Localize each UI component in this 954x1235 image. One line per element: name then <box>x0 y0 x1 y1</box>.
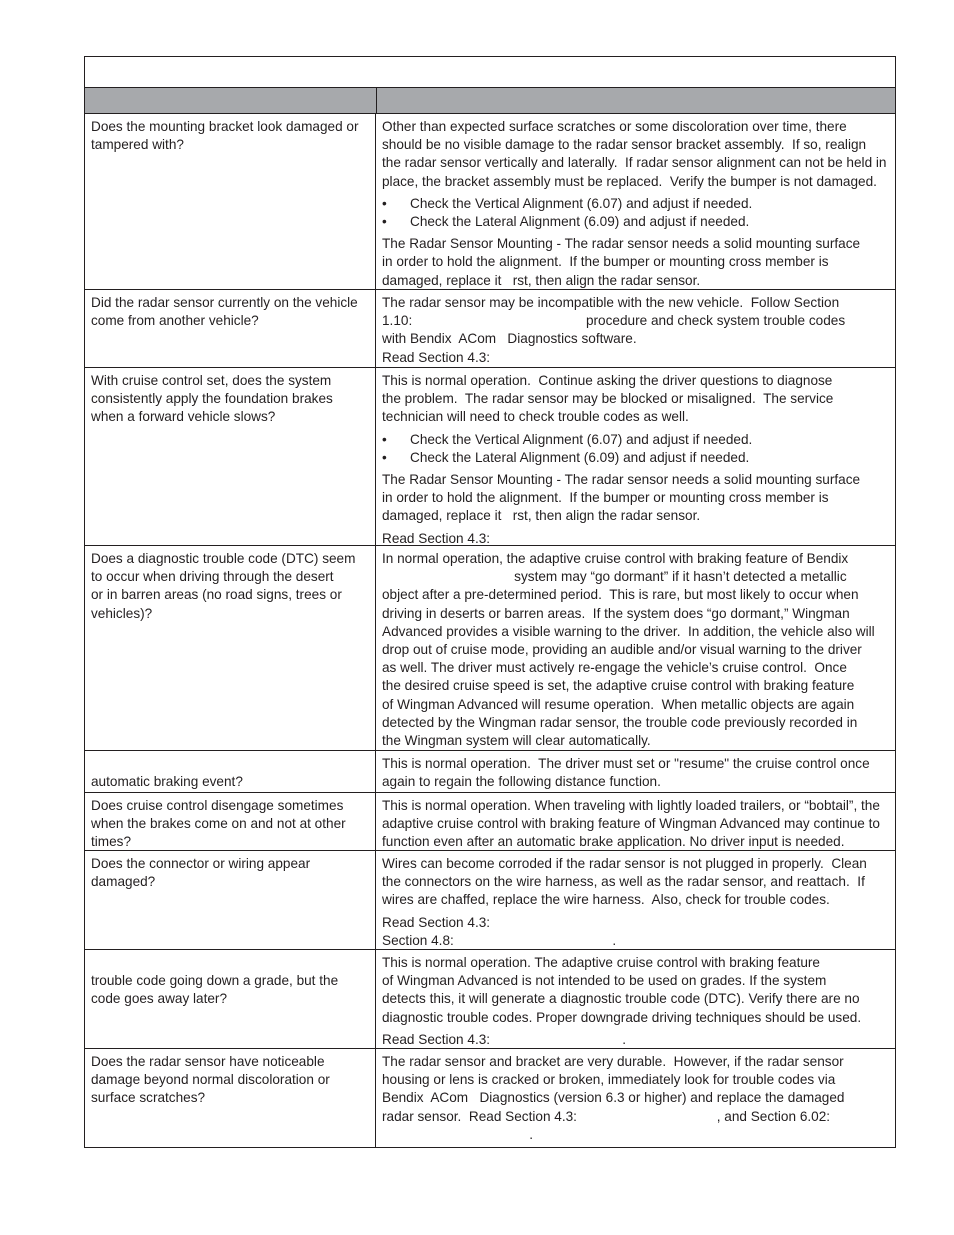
answer-text: This is normal operation. The adaptive cruise control with braking feature <box>382 955 820 970</box>
question-cell <box>85 368 376 545</box>
question-column-header <box>85 88 377 113</box>
answer-text: radar sensor. Read Section 4.3: , and Section 6.02: <box>382 1108 831 1124</box>
answer-text: Section 4.8: . <box>382 932 617 948</box>
answer-text: place, the bracket assembly must be replaced. Verify the bumper is not damaged. <box>382 173 877 189</box>
table-row <box>85 368 895 546</box>
answer-text: the connectors on the wire harness, as well as the radar sensor, and reattach. If <box>382 874 865 890</box>
bullet-item <box>382 195 890 213</box>
question-text: Did the radar sensor currently on the vehicle <box>91 295 358 310</box>
answer-text: diagnostic trouble codes. Proper downgrade driving techniques should be used. <box>382 1009 862 1025</box>
answer-text: in order to hold the alignment. If the bumper or mounting cross member is <box>382 254 829 270</box>
answer-cell <box>376 751 895 792</box>
bullet-icon: • <box>382 431 387 447</box>
answer-cell <box>376 950 895 1048</box>
answer-text: function even after an automatic brake application. No driver input is needed. <box>382 834 845 850</box>
bullet-text: Check the Lateral Alignment (6.09) and adjust if needed. <box>410 214 750 230</box>
bullet-item <box>382 431 890 449</box>
question-text: damage beyond normal discoloration or <box>91 1072 330 1088</box>
answer-text: Bendix ACom Diagnostics (version 6.3 or higher) and replace the damaged <box>382 1090 845 1106</box>
answer-text: Read Section 4.3: <box>382 349 491 365</box>
question-text: Does cruise control disengage sometimes <box>91 798 344 813</box>
bullet-icon: • <box>382 195 387 211</box>
answer-text: Read Section 4.3: . <box>382 1031 627 1047</box>
answer-text: again to regain the following distance function. <box>382 774 661 790</box>
table-row <box>85 851 895 950</box>
answer-text: drop out of cruise mode, providing an audible and/or visual warning to the driver <box>382 642 862 658</box>
answer-text: wires are chaffed, replace the wire harness. Also, check for trouble codes. <box>382 892 830 908</box>
answer-text: 1.10: procedure and check system trouble codes <box>382 313 846 329</box>
question-text: or in barren areas (no road signs, trees or <box>91 587 342 603</box>
question-text: times? <box>91 834 132 850</box>
answer-text: adaptive cruise control with braking feature of Wingman Advanced may continue to <box>382 816 880 832</box>
table-row <box>85 1049 895 1147</box>
table-row <box>85 546 895 751</box>
answer-text: . <box>382 1126 534 1142</box>
answer-text: as well. The driver must actively re-engage the vehicle’s cruise control. Once <box>382 660 847 676</box>
answer-text: system may “go dormant” if it hasn’t detected a metallic <box>382 569 847 585</box>
question-cell <box>85 851 376 949</box>
question-text: to occur when driving through the desert <box>91 569 334 585</box>
table-body <box>85 114 895 1147</box>
answer-text: damaged, replace it rst, then align the radar sensor. <box>382 508 701 524</box>
question-text: when the brakes come on and not at other <box>91 816 346 832</box>
answer-text: Other than expected surface scratches or some discoloration over time, there <box>382 119 847 134</box>
bullet-text: Check the Vertical Alignment (6.07) and adjust if needed. <box>410 195 753 211</box>
table-row <box>85 114 895 290</box>
question-text: damaged? <box>91 874 156 890</box>
question-cell <box>85 114 376 289</box>
bullet-icon: • <box>382 449 387 465</box>
bullet-item <box>382 213 890 231</box>
question-text: surface scratches? <box>91 1090 206 1106</box>
question-cell <box>85 950 376 1048</box>
answer-text: Wires can become corroded if the radar sensor is not plugged in properly. Clean <box>382 856 867 871</box>
answer-text: This is normal operation. Continue asking the driver questions to diagnose <box>382 373 833 388</box>
answer-text: detected by the Wingman radar sensor, the trouble code previously recorded in <box>382 714 858 730</box>
answer-text: the desired cruise speed is set, the adaptive cruise control with braking feature <box>382 678 855 694</box>
answer-text: of Wingman Advanced will resume operation. When metallic objects are again <box>382 696 855 712</box>
answer-text: This is normal operation. When traveling with lightly loaded trailers, or “bobtail”, the <box>382 798 880 813</box>
answer-text: with Bendix ACom Diagnostics software. <box>382 331 637 347</box>
question-text: vehicles)? <box>91 605 153 621</box>
answer-cell <box>376 851 895 949</box>
table-row <box>85 751 895 793</box>
answer-text: The radar sensor and bracket are very durable. However, if the radar sensor <box>382 1054 844 1069</box>
bullet-icon: • <box>382 214 387 230</box>
answer-cell <box>376 368 895 545</box>
table-title-row <box>85 57 895 88</box>
answer-text: The radar sensor may be incompatible with the new vehicle. Follow Section <box>382 295 840 310</box>
question-text: Does the radar sensor have noticeable <box>91 1054 325 1069</box>
question-cell <box>85 751 376 792</box>
question-text: Does the mounting bracket look damaged or <box>91 119 359 134</box>
answer-text: driving in deserts or barren areas. If the system does “go dormant,” Wingman <box>382 605 850 621</box>
question-text: With cruise control set, does the system <box>91 373 332 388</box>
answer-text: object after a pre-determined period. This is rare, but most likely to occur when <box>382 587 859 603</box>
answer-text: Read Section 4.3: <box>382 530 491 546</box>
answer-text: of Wingman Advanced is not intended to be used on grades. If the system <box>382 973 827 989</box>
question-cell <box>85 546 376 750</box>
answer-text: housing or lens is cracked or broken, immediately look for trouble codes via <box>382 1072 836 1088</box>
answer-text: Read Section 4.3: <box>382 914 491 930</box>
table-row <box>85 793 895 851</box>
answer-text: The Radar Sensor Mounting - The radar sensor needs a solid mounting surface <box>382 472 861 488</box>
bullet-text: Check the Vertical Alignment (6.07) and adjust if needed. <box>410 431 753 447</box>
question-text: come from another vehicle? <box>91 313 259 329</box>
answer-cell <box>376 793 895 850</box>
answer-text: technician will need to check trouble codes as well. <box>382 409 689 425</box>
answer-text: detects this, it will generate a diagnostic trouble code (DTC). Verify there are no <box>382 991 860 1007</box>
question-text: when a forward vehicle slows? <box>91 409 276 425</box>
troubleshooting-table <box>84 56 896 1148</box>
question-text: Does the connector or wiring appear <box>91 856 311 871</box>
answer-cell <box>376 290 895 367</box>
question-cell <box>85 1049 376 1147</box>
answer-text: the problem. The radar sensor may be blocked or misaligned. The service <box>382 391 834 407</box>
answer-cell <box>376 1049 895 1147</box>
table-row <box>85 290 895 368</box>
answer-text: in order to hold the alignment. If the bumper or mounting cross member is <box>382 490 829 506</box>
answer-text: In normal operation, the adaptive cruise control with braking feature of Bendix <box>382 551 849 566</box>
answer-cell <box>376 546 895 750</box>
question-text: code goes away later? <box>91 991 228 1007</box>
answer-text: damaged, replace it rst, then align the radar sensor. <box>382 272 701 288</box>
answer-text: the Wingman system will clear automatically. <box>382 733 651 749</box>
answer-text: the radar sensor vertically and laterally. If radar sensor alignment can not be held in <box>382 155 887 171</box>
answer-cell <box>376 114 895 289</box>
table-header-row <box>85 88 895 114</box>
bullet-item <box>382 449 890 467</box>
question-text: consistently apply the foundation brakes <box>91 391 333 407</box>
answer-text: Advanced provides a visible warning to the driver. In addition, the vehicle also will <box>382 623 875 639</box>
question-text: automatic braking event? <box>91 774 243 789</box>
question-text: trouble code going down a grade, but the <box>91 973 339 988</box>
answer-text: This is normal operation. The driver must set or "resume" the cruise control once <box>382 756 870 771</box>
answer-text: should be no visible damage to the radar sensor bracket assembly. If so, realign <box>382 137 867 153</box>
bullet-text: Check the Lateral Alignment (6.09) and adjust if needed. <box>410 449 750 465</box>
question-text: tampered with? <box>91 137 184 153</box>
answer-text: The Radar Sensor Mounting - The radar sensor needs a solid mounting surface <box>382 236 861 252</box>
table-row <box>85 950 895 1049</box>
question-cell <box>85 290 376 367</box>
question-text: Does a diagnostic trouble code (DTC) seem <box>91 551 356 566</box>
question-cell <box>85 793 376 850</box>
